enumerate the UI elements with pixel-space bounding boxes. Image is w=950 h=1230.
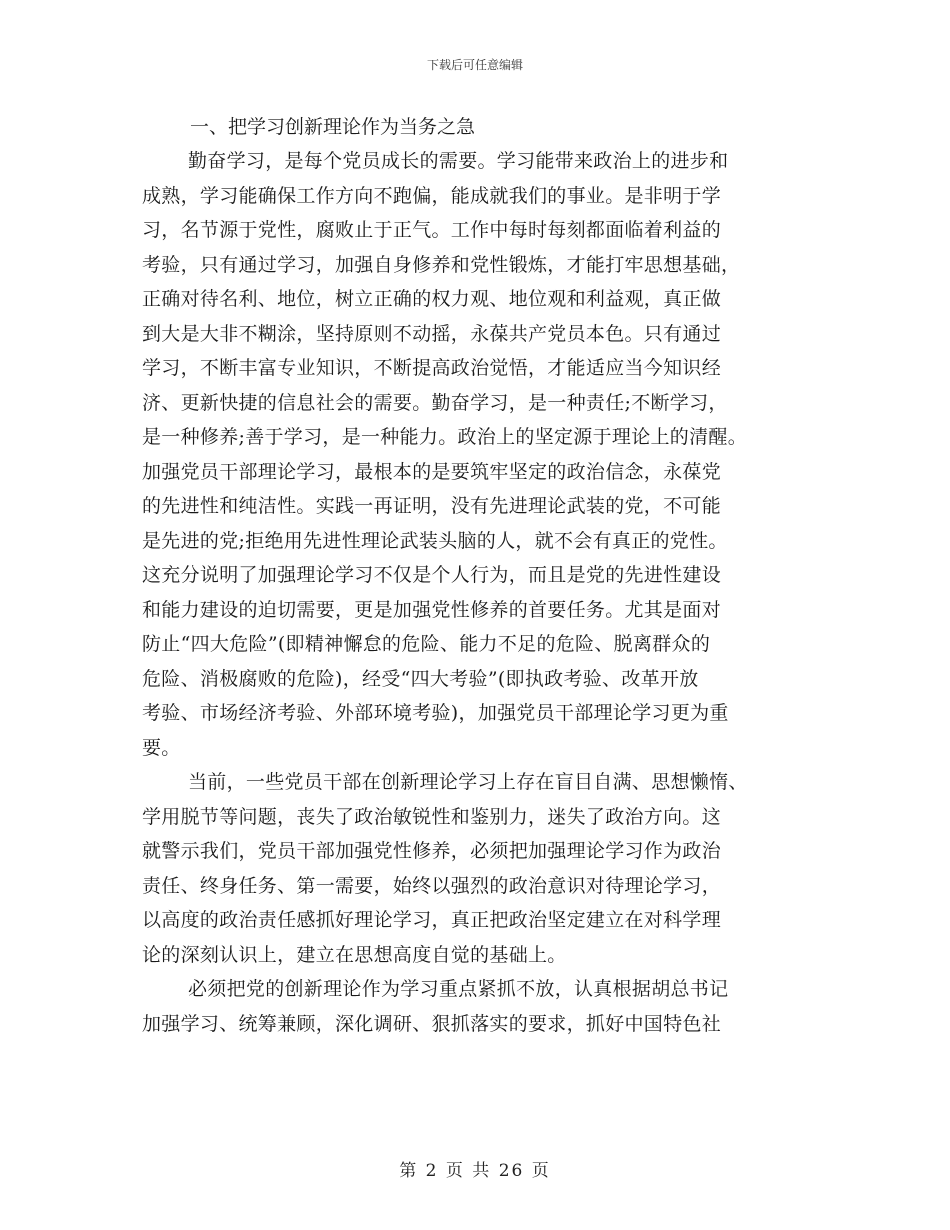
paragraphs-container	[142, 144, 827, 1041]
text-line: 是一种修养;善于学习，是一种能力。政治上的坚定源于理论上的清醒。	[142, 426, 748, 448]
text-line: 成熟，学习能确保工作方向不跑偏，能成就我们的事业。是非明于学	[142, 184, 722, 207]
text-line: 防止“四大危险”(即精神懈怠的危险、能力不足的危险、脱离群众的	[142, 633, 711, 655]
text-line: 加强党员干部理论学习，最根本的是要筑牢坚定的政治信念，永葆党	[142, 460, 722, 483]
text-line: 这充分说明了加强理论学习不仅是个人行为，而且是党的先进性建设	[142, 564, 722, 586]
page-header: 下载后可任意编辑	[426, 58, 523, 72]
text-line: 和能力建设的迫切需要，更是加强党性修养的首要任务。尤其是面对	[142, 598, 722, 621]
text-line: 习，名节源于党性，腐败止于正气。工作中每时每刻都面临着利益的	[142, 219, 722, 241]
document-body	[142, 110, 827, 1041]
text-line: 到大是大非不糊涂，坚持原则不动摇，永葆共产党员本色。只有通过	[142, 322, 722, 345]
paragraph	[142, 765, 827, 972]
text-line: 勤奋学习，是每个党员成长的需要。学习能带来政治上的进步和	[188, 150, 729, 172]
paragraph	[142, 972, 827, 1041]
text-line: 当前，一些党员干部在创新理论学习上存在盲目自满、思想懒惰、	[188, 771, 748, 793]
text-line: 加强学习、统筹兼顾，深化调研、狠抓落实的要求，抓好中国特色社	[142, 1012, 722, 1035]
text-line: 必须把党的创新理论作为学习重点紧抓不放，认真根据胡总书记	[188, 978, 729, 1000]
page-footer: 第 2 页 共 26 页	[399, 1161, 551, 1181]
text-line: 责任、终身任务、第一需要，始终以强烈的政治意识对待理论学习，	[142, 874, 722, 897]
text-line: 济、更新快捷的信息社会的需要。勤奋学习，是一种责任;不断学习，	[142, 391, 728, 414]
text-line: 以高度的政治责任感抓好理论学习，真正把政治坚定建立在对科学理	[142, 909, 722, 931]
text-line: 考验，只有通过学习，加强自身修养和党性锻炼，才能打牢思想基础，	[142, 253, 741, 276]
text-line: 要。	[142, 736, 181, 759]
text-line: 危险、消极腐败的危险)，经受“四大考验”(即执政考验、改革开放	[142, 667, 699, 690]
text-line: 的先进性和纯洁性。实践一再证明，没有先进理论武装的党，不可能	[142, 495, 722, 517]
section-heading: 一、把学习创新理论作为当务之急	[190, 116, 476, 138]
paragraph	[142, 144, 827, 765]
text-line: 正确对待名利、地位，树立正确的权力观、地位观和利益观，真正做	[142, 288, 722, 310]
text-line: 考验、市场经济考验、外部环境考验)，加强党员干部理论学习更为重	[142, 702, 729, 724]
text-line: 论的深刻认识上，建立在思想高度自觉的基础上。	[142, 943, 567, 966]
text-line: 学用脱节等问题，丧失了政治敏锐性和鉴别力，迷失了政治方向。这	[142, 805, 722, 828]
text-line: 就警示我们，党员干部加强党性修养，必须把加强理论学习作为政治	[142, 840, 722, 862]
text-line: 学习，不断丰富专业知识，不断提高政治觉悟，才能适应当今知识经	[142, 357, 722, 379]
text-line: 是先进的党;拒绝用先进性理论武装头脑的人，就不会有真正的党性。	[142, 529, 728, 552]
